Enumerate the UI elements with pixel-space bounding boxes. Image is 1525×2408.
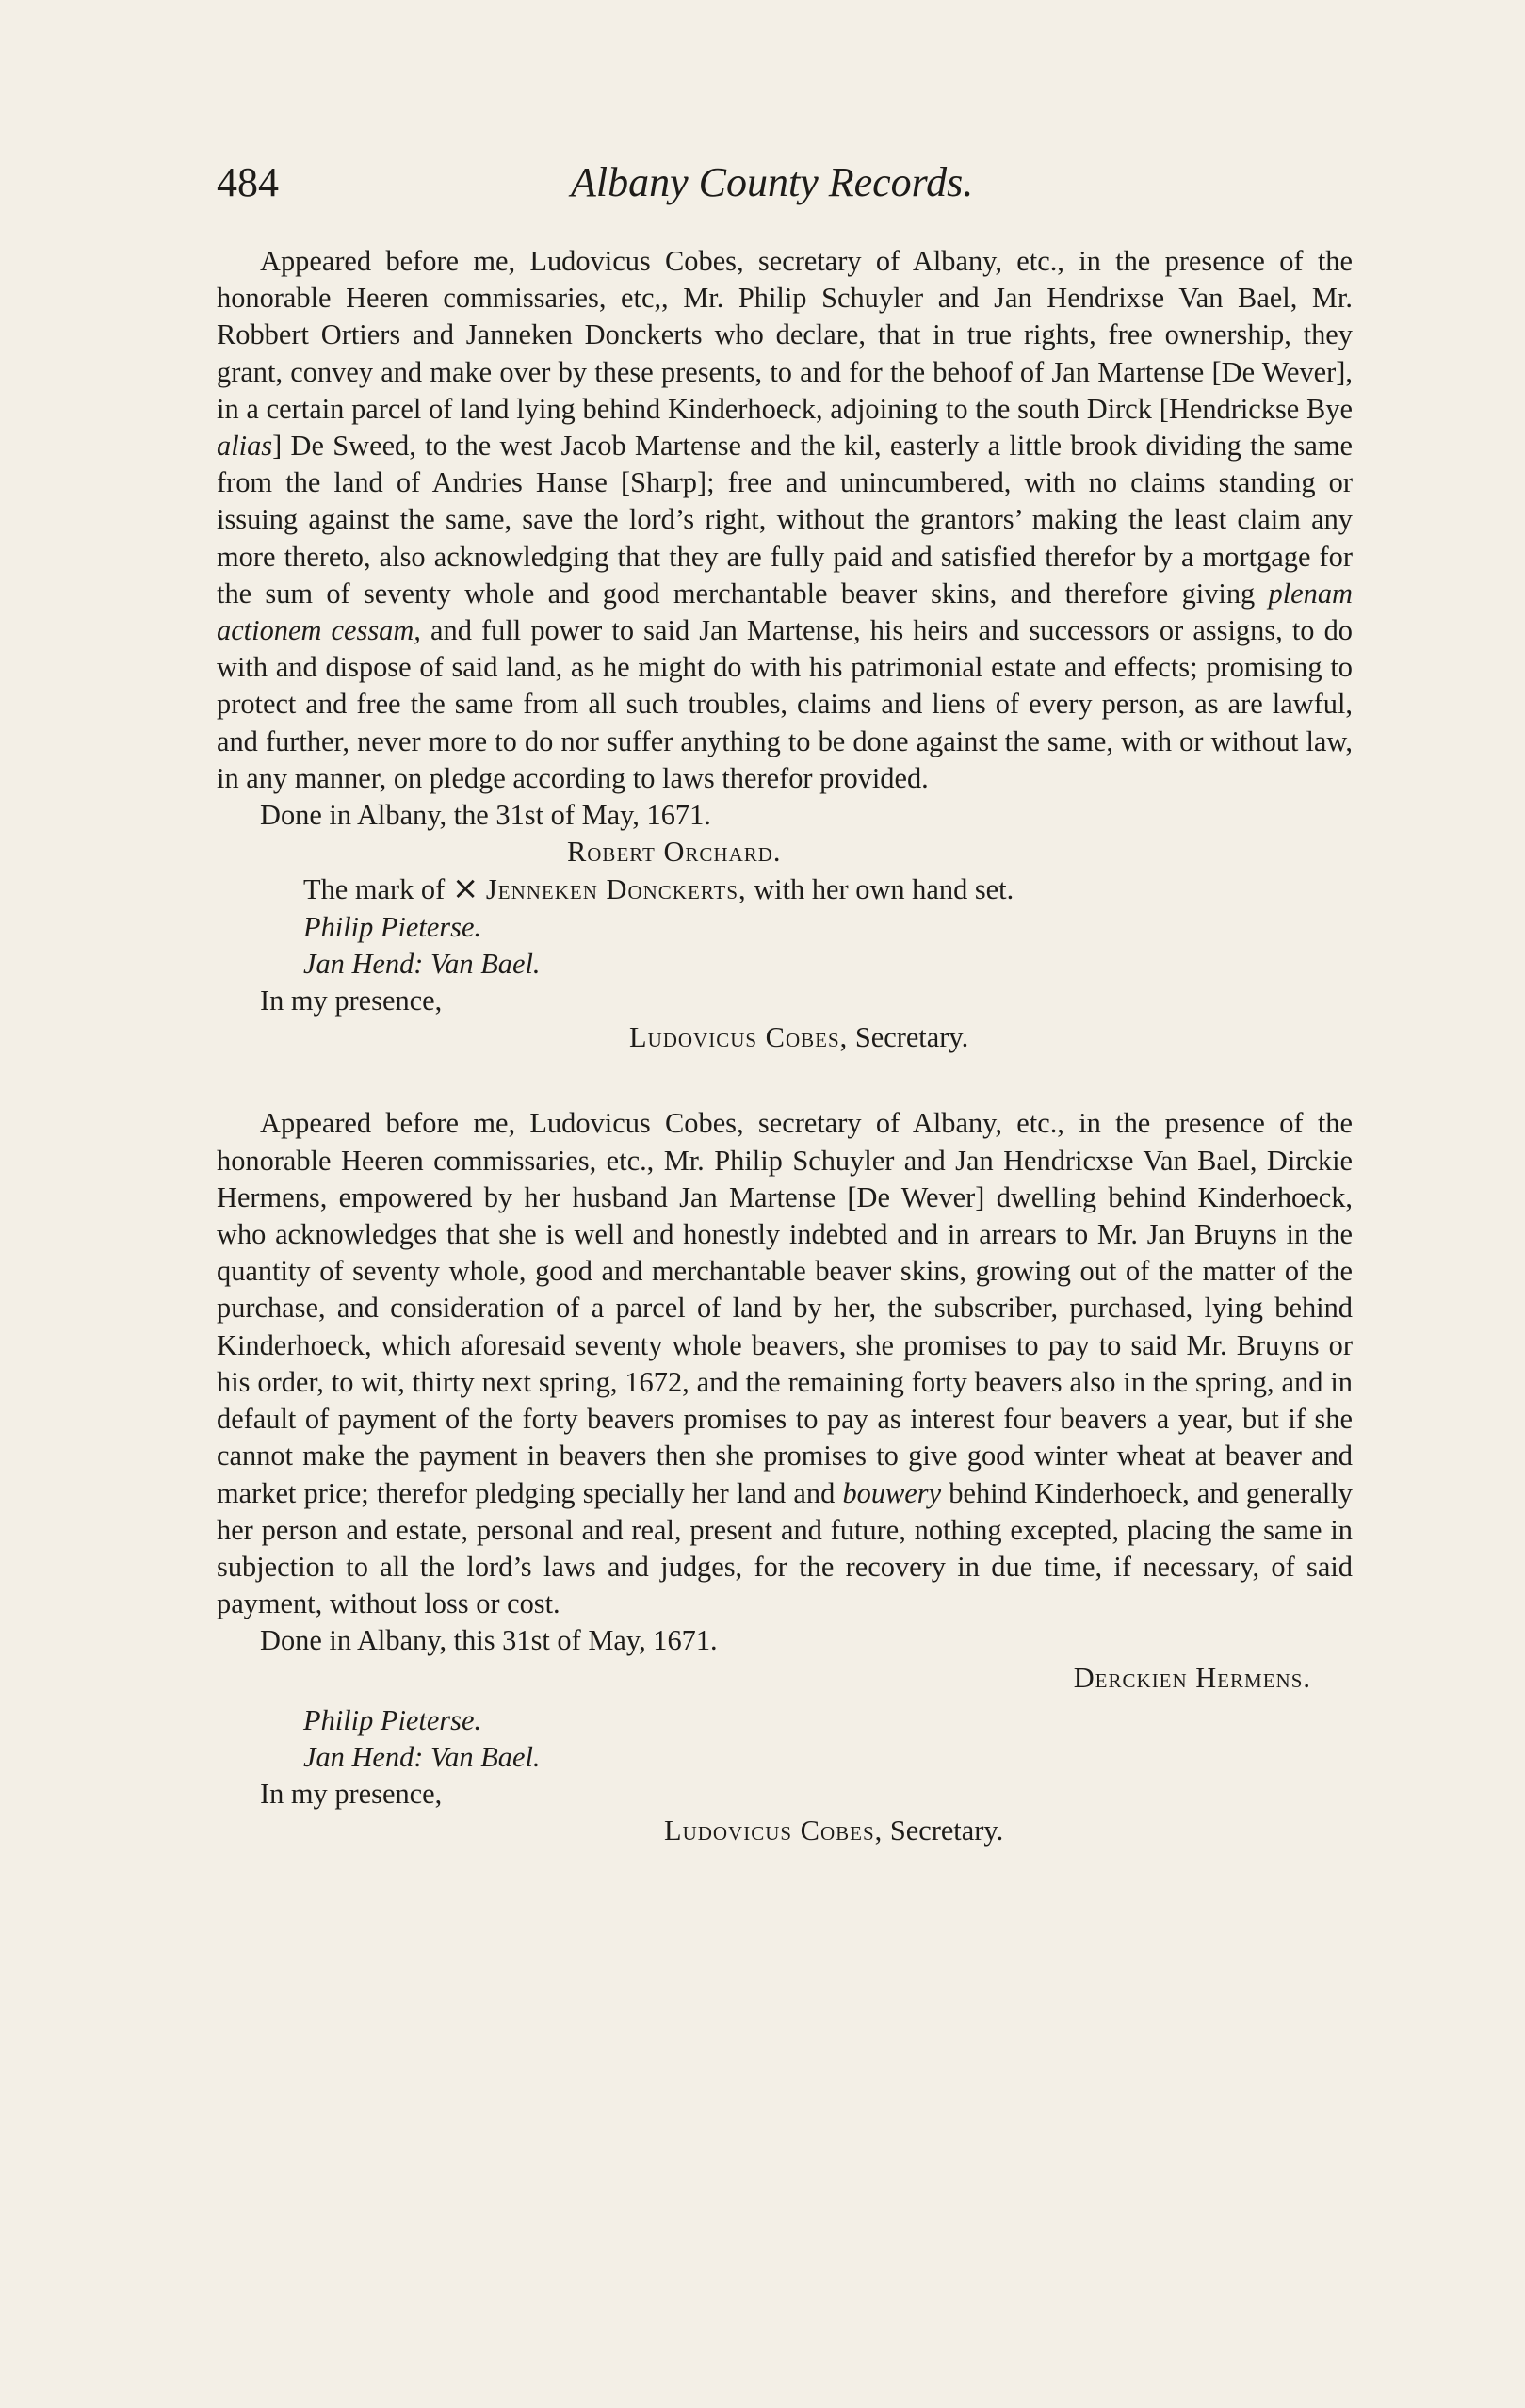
deed1-signature-orchard: Robert Orchard. [567, 836, 782, 869]
secretary-title: Secretary. [883, 1814, 1004, 1847]
deed1-text-3: ] De Sweed, to the west Jacob Martense and the kil, easterly a little brook dividing the same from the land of Andries Hanse [Sharp]; free and unincumbered, with no claims standing or issuing against the same, save the lord’s right, without the grantors’ making the least claim any more thereto, also acknowledging that they are fully paid and satisfied therefor by a mortgage for the sum of seventy whole and good merchantable beaver skins, and therefore giving [217, 430, 1353, 610]
deed2-presence-line: In my presence, [260, 1778, 443, 1811]
deed1-witness-2: Jan Hend: Van Bael. [303, 947, 541, 980]
deed1-presence-line: In my presence, [260, 984, 443, 1017]
page-header [217, 158, 1309, 215]
deed1-mark-line [217, 870, 1353, 908]
deed1-witness-1: Philip Pieterse. [303, 910, 482, 943]
deed2-text-3: behind Kinderhoeck, and generally her person and estate, personal and real, present and future, nothing excepted, placing the same in subjection to all the lord’s laws and judges, for the recovery in due time, if necessary, of said payment, without loss or cost. [217, 1476, 1353, 1620]
deed1-text-2: alias [217, 430, 273, 463]
deed2-text-1: Appeared before me, Ludovicus Cobes, secretary of Albany, etc., in the presence of the honorable Heeren commissaries, etc., Mr. Philip Schuyler and Jan Hendricxse Van Bael, Dirckie Hermens, empowered by her husband Jan Martense [De Wever] dwelling behind Kinderhoeck, who acknowledges that she is well and honestly indebted and in arrears to Mr. Jan Bruyns in the quantity of seventy whole, good and merchantable beaver skins, growing out of the matter of the purchase, and consideration of a parcel of land by her, the subscriber, purchased, lying behind Kinderhoeck, which aforesaid seventy whole beavers, she promises to pay to said Mr. Bruyns or his order, to wit, thirty next spring, 1672, and the remaining forty beavers also in the spring, and in default of payment of the forty beavers promises to pay as interest four beavers a year, but if she cannot make the payment in beavers then she promises to give good winter wheat at beaver and market price; therefor pledging specially her land and [217, 1107, 1353, 1509]
deed2-secretary-signature [217, 1813, 1353, 1849]
mark-suffix: with her own hand set. [746, 873, 1014, 906]
deed1-text-1: Appeared before me, Ludovicus Cobes, secretary of Albany, etc., in the presence of the honorable Heeren commissaries, etc,, Mr. Philip Schuyler and Jan Hendrixse Van Bael, Mr. Robbert Ortiers and Janneken Donckerts who declare, that in true rights, free ownership, they grant, convey and make over by these presents, to and for the behoof of Jan Martense [De Wever], in a certain parcel of land lying behind Kinderhoeck, adjoining to the south Dirck [Hendrickse Bye [217, 245, 1353, 425]
deed1-done-line: Done in Albany, the 31st of May, 1671. [260, 799, 711, 832]
deed2-paragraph [217, 1105, 1353, 1622]
deed2-done-line: Done in Albany, this 31st of May, 1671. [260, 1624, 718, 1657]
running-title: Albany County Records. [571, 159, 974, 205]
record-separator [217, 1056, 1353, 1105]
deed1-text-4: plenam actionem cessam, [217, 577, 1353, 647]
deed2-witness-2: Jan Hend: Van Bael. [303, 1740, 541, 1773]
deed2-text-2: bouwery [842, 1476, 942, 1509]
secretary-name: Ludovicus Cobes, [664, 1814, 884, 1847]
mark-name: Jenneken Donckerts, [485, 873, 747, 906]
mark-prefix: The mark of [303, 873, 452, 906]
secretary-title: Secretary. [848, 1021, 969, 1054]
secretary-name: Ludovicus Cobes, [629, 1021, 849, 1054]
cross-mark-icon: × [451, 870, 479, 908]
deed2-witness-1: Philip Pieterse. [303, 1703, 482, 1736]
page-number: 484 [217, 159, 279, 205]
deed1-paragraph [217, 243, 1353, 797]
deed2-signature-hermens: Derckien Hermens. [1073, 1661, 1311, 1694]
deed1-secretary-signature [217, 1019, 1353, 1056]
body-text [217, 243, 1353, 1850]
deed1-text-5: and full power to said Jan Martense, his heirs and successors or assigns, to do with and dispose of said land, as he might do with his patrimonial estate and effects; promising to protect and free the same from all such troubles, claims and liens of every person, as are lawful, and further, never more to do nor suffer anything to be done against the same, with or without law, in any manner, on pledge according to laws therefor provided. [217, 614, 1353, 794]
